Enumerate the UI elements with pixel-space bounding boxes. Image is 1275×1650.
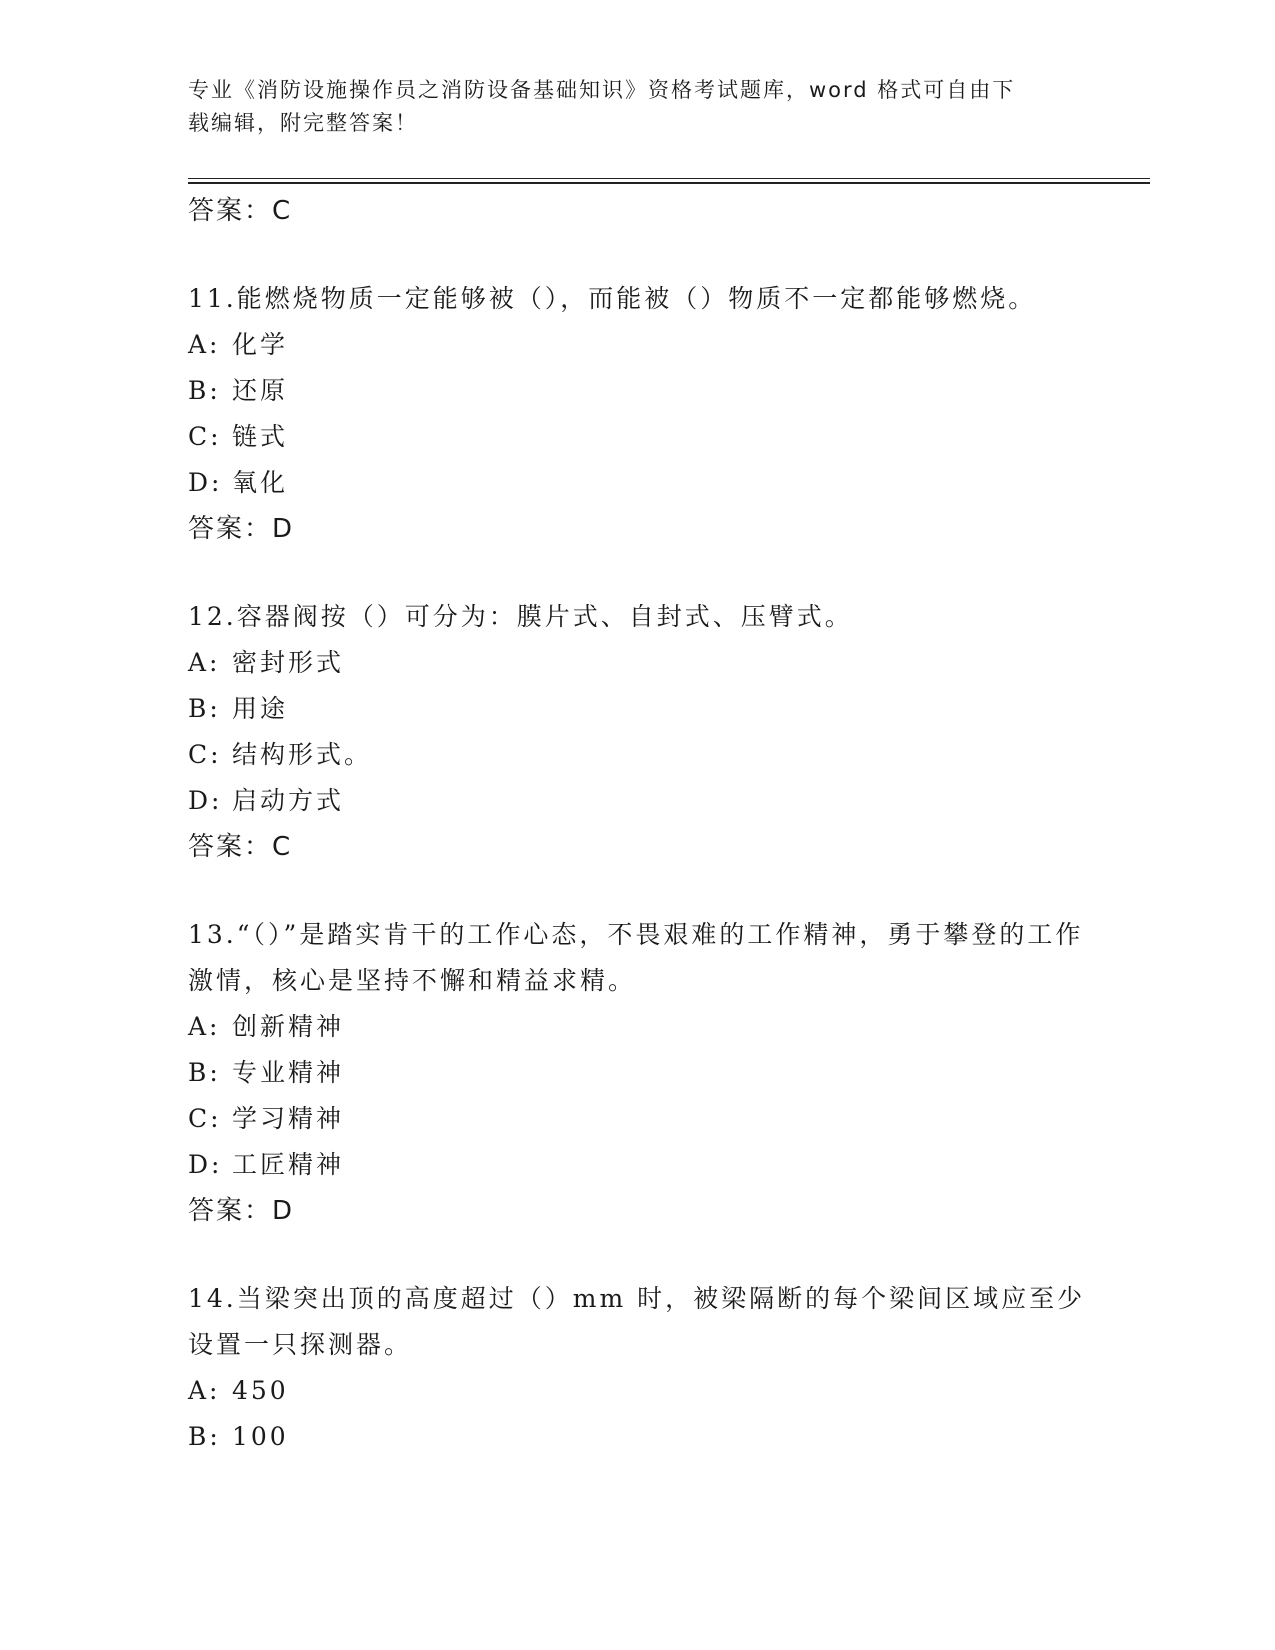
header-rule-thick bbox=[188, 182, 1150, 184]
question-11 bbox=[188, 276, 1088, 552]
option-c: C: 学习精神 bbox=[188, 1104, 345, 1133]
answer-line: 答案：D bbox=[188, 1196, 295, 1226]
question-list bbox=[188, 188, 1088, 1460]
option-d: D: 工匠精神 bbox=[188, 1150, 345, 1179]
option-b: B: 用途 bbox=[188, 694, 289, 723]
option-b: B: 100 bbox=[188, 1422, 289, 1451]
header-line-1: 专业《消防设施操作员之消防设备基础知识》资格考试题库，word 格式可自由下 bbox=[188, 78, 1016, 102]
option-b: B: 专业精神 bbox=[188, 1058, 345, 1087]
question-13 bbox=[188, 912, 1088, 1234]
option-c: C: 链式 bbox=[188, 422, 289, 451]
header-rule-thin bbox=[188, 178, 1150, 179]
option-a: A: 化学 bbox=[188, 330, 289, 359]
option-b: B: 还原 bbox=[188, 376, 289, 405]
option-c: C: 结构形式。 bbox=[188, 740, 373, 769]
question-stem: 13.“（）”是踏实肯干的工作心态，不畏艰难的工作精神，勇于攀登的工作激情，核心是坚持不懈和精益求精。 bbox=[188, 920, 1084, 995]
option-d: D: 氧化 bbox=[188, 468, 289, 497]
option-a: A: 密封形式 bbox=[188, 648, 345, 677]
document-header bbox=[188, 74, 1068, 140]
question-stem: 11.能燃烧物质一定能够被（），而能被（）物质不一定都能够燃烧。 bbox=[188, 284, 1037, 313]
answer-line: 答案：D bbox=[188, 514, 295, 544]
question-14 bbox=[188, 1276, 1088, 1460]
answer-line: 答案：C bbox=[188, 196, 293, 226]
question-stem: 12.容器阀按（）可分为：膜片式、自封式、压臂式。 bbox=[188, 602, 853, 631]
question-stem: 14.当梁突出顶的高度超过（）mm 时，被梁隔断的每个梁间区域应至少设置一只探测器。 bbox=[188, 1284, 1086, 1359]
option-d: D: 启动方式 bbox=[188, 786, 345, 815]
question-12 bbox=[188, 594, 1088, 870]
answer-line: 答案：C bbox=[188, 832, 293, 862]
option-a: A: 创新精神 bbox=[188, 1012, 345, 1041]
option-a: A: 450 bbox=[188, 1376, 289, 1405]
header-line-2: 载编辑，附完整答案！ bbox=[188, 111, 418, 135]
